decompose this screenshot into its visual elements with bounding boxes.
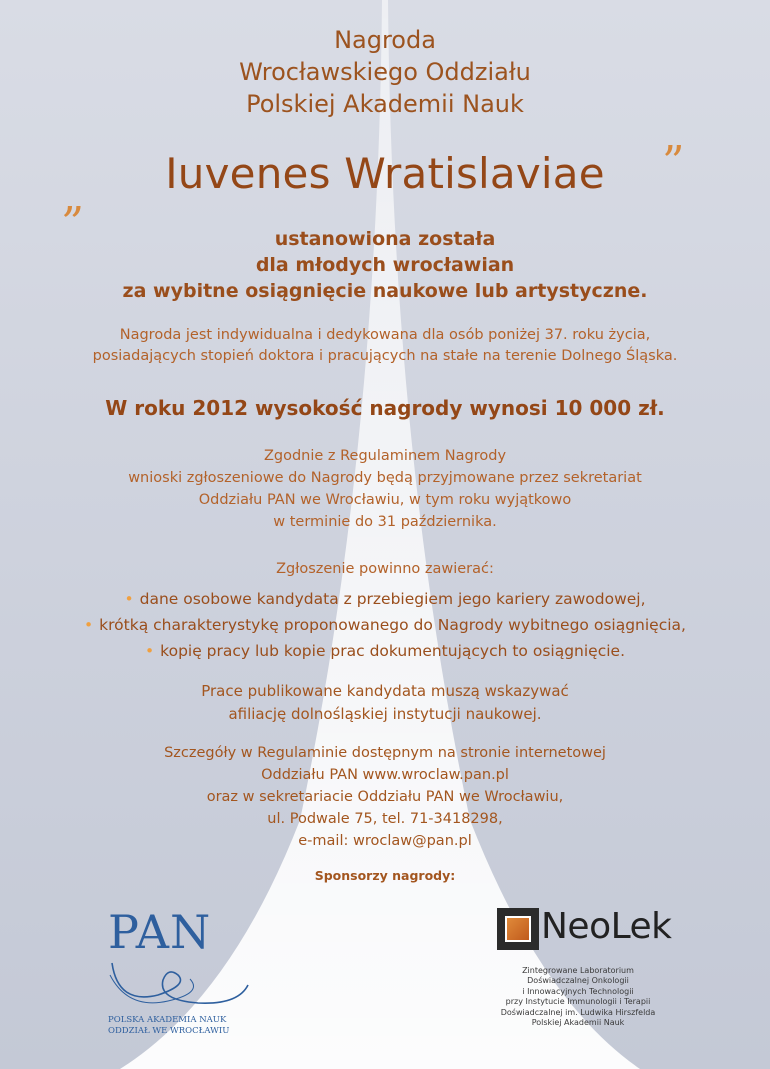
bullet-icon: •: [84, 616, 94, 634]
bullet-icon: •: [145, 642, 155, 660]
organization-line: Polskiej Akademii Nauk: [246, 90, 524, 118]
award-title: Iuvenes Wratislaviae: [165, 149, 605, 198]
details-line: Szczegóły w Regulaminie dostępnym na stronie internetowej: [164, 745, 606, 761]
bullet-icon: •: [124, 590, 134, 608]
pan-wordmark: PAN: [108, 905, 212, 959]
open-quote-mark: „: [62, 171, 85, 222]
pan-logo: [108, 905, 258, 1035]
award-lead: [0, 226, 770, 304]
lead-line: dla młodych wrocławian: [255, 254, 515, 276]
sponsors-title: Sponsorzy nagrody:: [314, 868, 456, 883]
neolek-wordmark: NeoLek: [541, 906, 672, 947]
neolek-desc-line: Doświadczalnej Onkologii: [527, 976, 629, 986]
description-line: Nagroda jest indywidualna i dedykowana dla osób poniżej 37. roku życia,: [119, 327, 651, 343]
list-item: [0, 638, 770, 664]
list-item: [0, 612, 770, 638]
neolek-desc-line: Doświadczalnej im. Ludwika Hirszfelda: [500, 1007, 656, 1017]
list-item: [0, 586, 770, 612]
award-amount: W roku 2012 wysokość nagrody wynosi 10 000 zł.: [105, 396, 665, 420]
requirements-list: [0, 586, 770, 664]
close-quote-mark: ”: [662, 137, 685, 188]
pan-subtitle: POLSKA AKADEMIA NAUK: [108, 1015, 227, 1025]
organization-line: Nagroda: [334, 26, 436, 54]
neolek-square-icon: [497, 908, 539, 950]
details-line: ul. Podwale 75, tel. 71-3418298,: [267, 811, 503, 827]
rules-line: Oddziału PAN we Wrocławiu, w tym roku wyjątkowo: [198, 492, 572, 508]
rules-line: wnioski zgłoszeniowe do Nagrody będą przyjmowane przez sekretariat: [128, 470, 642, 486]
description-line: posiadających stopień doktora i pracujących na stałe na terenie Dolnego Śląska.: [92, 348, 678, 364]
submission-rules: [0, 445, 770, 533]
organization-heading: [0, 24, 770, 120]
neolek-desc-line: Polskiej Akademii Nauk: [531, 1018, 625, 1028]
pan-swirl-icon: [108, 955, 258, 1015]
neolek-desc-line: przy Instytucie Immunologii i Terapii: [505, 997, 651, 1007]
details-line: oraz w sekretariacie Oddziału PAN we Wrocławiu,: [206, 789, 564, 805]
rules-line: Zgodnie z Regulaminem Nagrody: [263, 448, 507, 464]
requirement-text: kopię pracy lub kopie prac dokumentujących to osiągnięcie.: [160, 642, 625, 660]
affiliation-line: afiliację dolnośląskiej instytucji naukowej.: [228, 705, 542, 723]
affiliation-line: Prace publikowane kandydata muszą wskazywać: [201, 682, 569, 700]
neolek-desc-line: Zintegrowane Laboratorium: [522, 966, 634, 975]
requirement-text: krótką charakterystykę proponowanego do Nagrody wybitnego osiągnięcia,: [99, 616, 686, 634]
requirements-title: Zgłoszenie powinno zawierać:: [276, 561, 494, 577]
details-line: Oddziału PAN www.wroclaw.pan.pl: [261, 767, 509, 783]
details-line: e-mail: wroclaw@pan.pl: [298, 833, 472, 849]
organization-line: Wrocławskiego Oddziału: [239, 58, 531, 86]
neolek-square-inner: [505, 916, 531, 942]
contact-details: [0, 742, 770, 852]
requirement-text: dane osobowe kandydata z przebiegiem jego kariery zawodowej,: [139, 590, 646, 608]
rules-line: w terminie do 31 października.: [273, 514, 497, 530]
neolek-desc-line: i Innowacyjnych Technologii: [522, 986, 634, 996]
eligibility-description: [0, 325, 770, 367]
affiliation-note: [0, 680, 770, 726]
lead-line: ustanowiona została: [274, 228, 496, 250]
neolek-description: [468, 966, 688, 1028]
pan-subtitle: ODDZIAŁ WE WROCŁAWIU: [108, 1026, 230, 1036]
lead-line: za wybitne osiągnięcie naukowe lub artystyczne.: [122, 280, 648, 302]
neolek-logo: [497, 902, 687, 962]
award-title-row: [0, 137, 770, 222]
